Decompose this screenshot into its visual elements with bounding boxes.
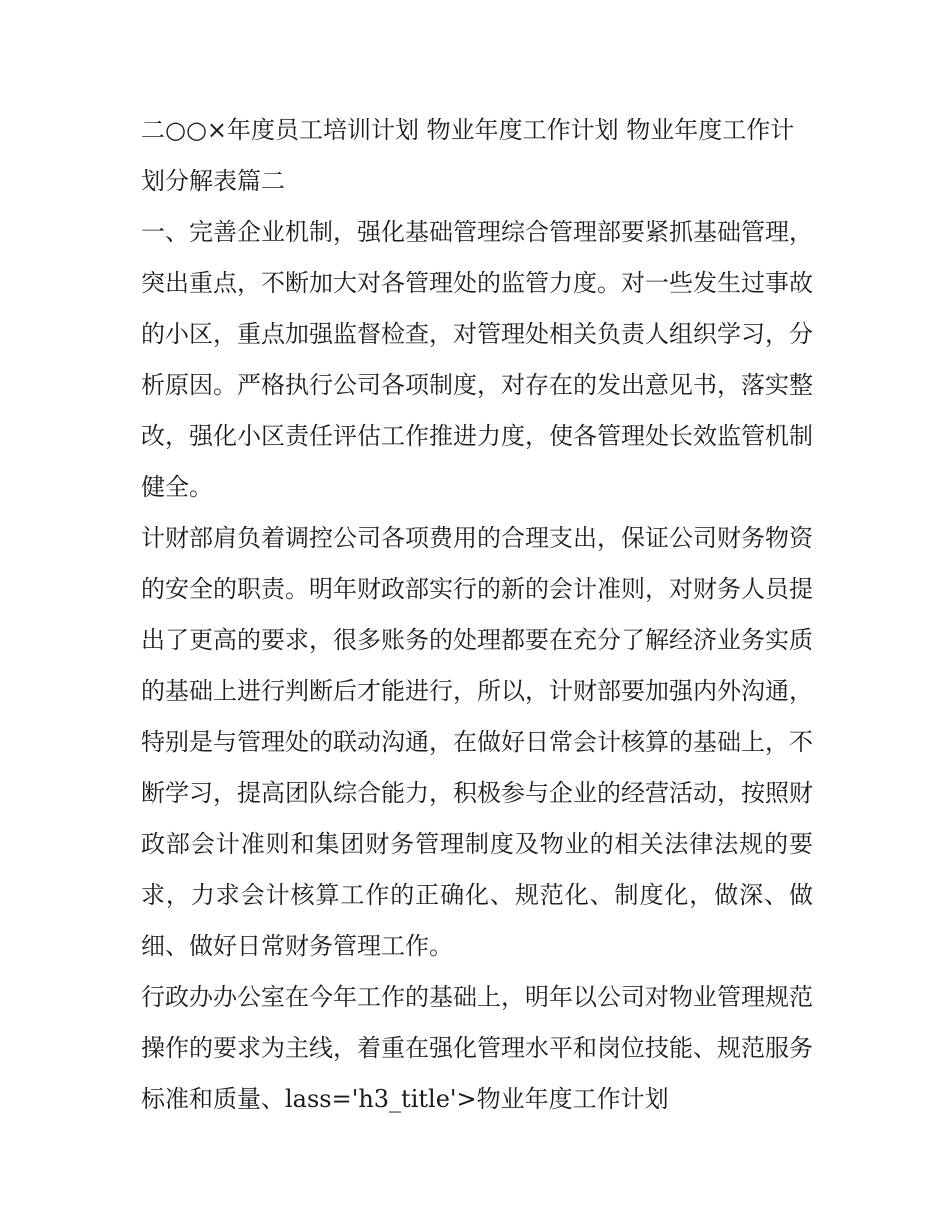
paragraph-management: 一、完善企业机制，强化基础管理综合管理部要紧抓基础管理，突出重点，不断加大对各管理处的监管力度。对一些发生过事故的小区，重点加强监督检查，对管理处相关负责人组织学习，分析原因。严格执行公司各项制度，对存在的发出意见书，落实整改，强化小区责任评估工作推进力度，使各管理处长效监管机制健全。 [141,218,813,501]
document-title: 二○○×年度员工培训计划 物业年度工作计划 物业年度工作计划分解表篇二 [141,116,795,195]
paragraph-admin-office: 行政办办公室在今年工作的基础上，明年以公司对物业管理规范操作的要求为主线，着重在强化管理水平和岗位技能、规范服务标准和质量、lass='h3_title'>物业年度工作计划 [141,983,813,1113]
document-body [141,105,813,1125]
paragraph-finance: 计财部肩负着调控公司各项费用的合理支出，保证公司财务物资的安全的职责。明年财政部实行的新的会计准则，对财务人员提出了更高的要求，很多账务的处理都要在充分了解经济业务实质的基础上进行判断后才能进行，所以，计财部要加强内外沟通，特别是与管理处的联动沟通，在做好日常会计核算的基础上，不断学习，提高团队综合能力，积极参与企业的经营活动，按照财政部会计准则和集团财务管理制度及物业的相关法律法规的要求，力求会计核算工作的正确化、规范化、制度化，做深、做细、做好日常财务管理工作。 [141,524,813,960]
